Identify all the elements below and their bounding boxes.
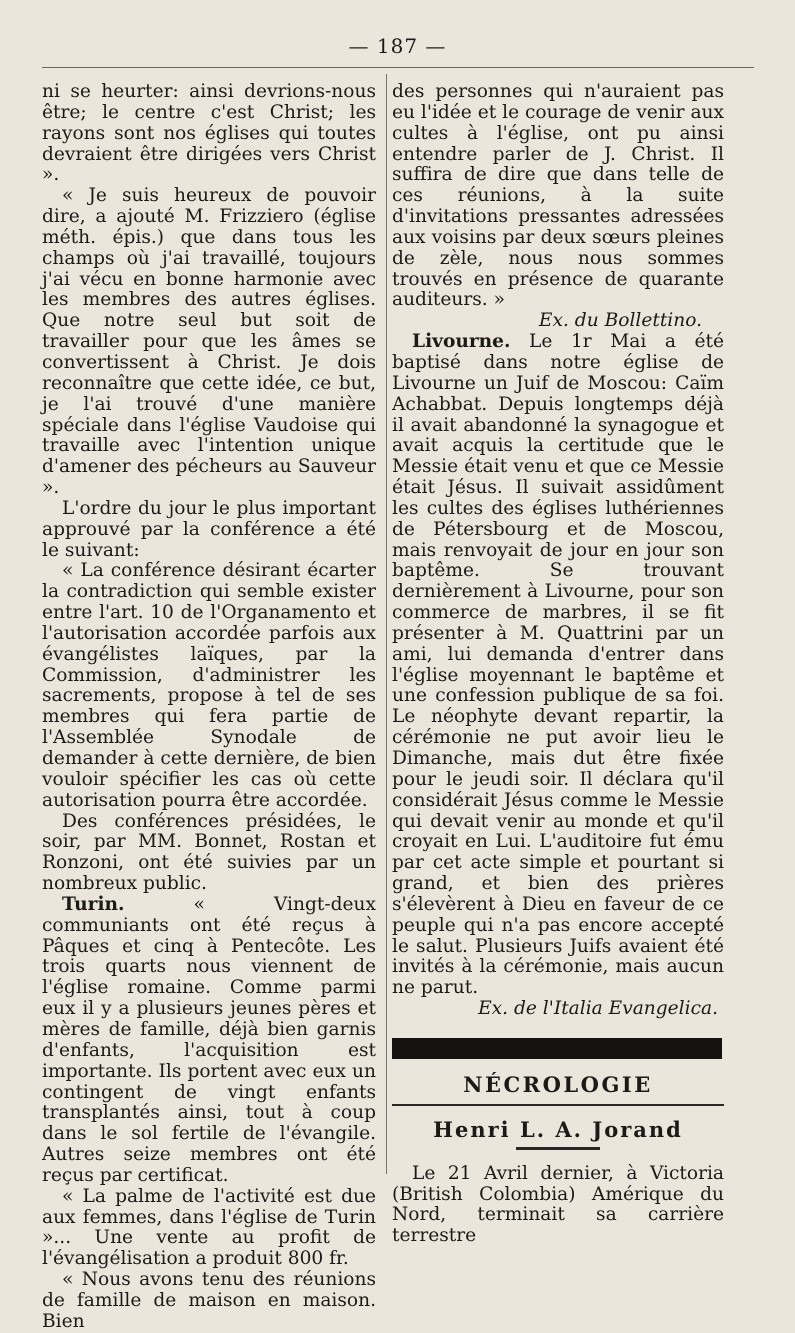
- paragraph: Des conférences présidées, le soir, par MM. Bonnet, Rostan et Ronzoni, ont été suivies par un nombreux public.: [42, 810, 376, 895]
- paragraph-heading: Livourne.: [412, 331, 511, 353]
- paragraph-heading: Turin.: [62, 893, 125, 915]
- source-citation: Ex. du Bollettino.: [538, 310, 702, 332]
- paragraph: « La conférence désirant écarter la contradiction qui semble exister entre l'art. 10 de l'Organamento et l'autorisation accordée parfois aux évangélistes laïques, par la Commission, d'administrer les sacrements, propose à tel de ses membres qui fera partie de l'Assemblée Synodale de demander à cette dernière, de bien vouloir spécifier les cas où cette autorisation pourra être accordée.: [42, 560, 376, 811]
- section-title: NÉCROLOGIE: [463, 1071, 653, 1097]
- page-number: — 187 —: [348, 34, 447, 58]
- short-rule: [516, 1147, 600, 1150]
- paragraph: des personnes qui n'auraient pas eu l'idée et le courage de venir aux cultes à l'église, ont pu ainsi entendre parler de J. Christ. Il suffira de dire que dans telle de ces réunions, à la suite d'invitations pressantes adressées aux voisins par deux sœurs pleines de zèle, nous nous sommes trouvés en présence de quarante auditeurs. »: [392, 81, 724, 311]
- paragraph-livourne: [392, 332, 724, 999]
- left-column: [42, 82, 376, 1333]
- paragraph: ni se heurter: ainsi devrions-nous être; le centre c'est Christ; les rayons sont nos églises qui toutes devraient être dirigées vers Christ ».: [42, 81, 376, 186]
- column-divider: [386, 74, 387, 1174]
- paragraph-text: « Vingt-deux communiants ont été reçus à Pâques et cinq à Pentecôte. Les trois quarts nous viennent de l'église romaine. Comme parmi eux il y a plusieurs jeunes pères et mères de famille, déjà bien garnis d'enfants, l'acquisition est importante. Ils portent avec eux un contingent de vingt enfants transplantés ainsi, tout à coup dans le sol fertile de l'évangile. Autres seize membres ont été reçus par certificat.: [42, 893, 376, 1186]
- source-citation: Ex. de l'Italia Evangelica.: [478, 998, 718, 1020]
- paragraph-turin: [42, 895, 376, 1187]
- paragraph: « Je suis heureux de pouvoir dire, a ajouté M. Frizziero (église méth. épis.) que dans tous les champs où j'ai travaillé, toujours j'ai vécu en bonne harmonie avec les membres des autres églises. Que notre seul but soit de travailler pour que les âmes se convertissent à Christ. Je dois reconnaître que cette idée, ce but, je l'ai trouvé d'une manière spéciale dans l'église Vaudoise qui travaille avec l'intention unique d'amener des pécheurs au Sauveur ».: [42, 185, 376, 499]
- paragraph: L'ordre du jour le plus important approuvé par la conférence a été le suivant:: [42, 497, 376, 561]
- black-banner: [392, 1038, 722, 1059]
- paragraph: « La palme de l'activité est due aux femmes, dans l'église de Turin »... Une vente au profit de l'évangélisation a produit 800 fr.: [42, 1185, 376, 1270]
- obituary-name: Henri L. A. Jorand: [433, 1116, 683, 1142]
- paragraph: « Nous avons tenu des réunions de famille de maison en maison. Bien: [42, 1269, 376, 1332]
- paragraph-text: Le 1r Mai a été baptisé dans notre église de Livourne un Juif de Moscou: Caïm Achabbat. Depuis longtemps déjà il avait abandonné la synagogue et avait acquis la certitude que le Messie était venu et que ce Messie était Jésus. Il suivait assidûment les cultes des églises luthériennes de Pétersbourg et de Moscou, mais renvoyait de jour en jour son baptême. Se trouvant dernièrement à Livourne, pour son commerce de marbres, il se fit présenter à M. Quattrini par un ami, lui demanda d'entrer dans l'église moyennant le baptême et une confession publique de sa foi. Le néophyte devant repartir, la cérémonie ne put avoir lieu le Dimanche, mais dut être fixée pour le jeudi soir. Il déclara qu'il considérait Jésus comme le Messie qui devait venir au monde et qu'il croyait en Lui. L'auditoire fut ému par cet acte simple et pourtant si grand, et bien des prières s'élevèrent à Dieu en faveur de ce peuple qui n'a pas encore accepté le salut. Plusieurs Juifs avaient été invités à la cérémonie, mais aucun ne parut.: [392, 331, 724, 999]
- header-rule: [42, 67, 754, 68]
- right-column: [392, 82, 724, 1247]
- paragraph: Le 21 Avril dernier, à Victoria (British Colombia) Amérique du Nord, terminait sa carrière terrestre: [392, 1162, 724, 1247]
- section-rule: [392, 1104, 724, 1106]
